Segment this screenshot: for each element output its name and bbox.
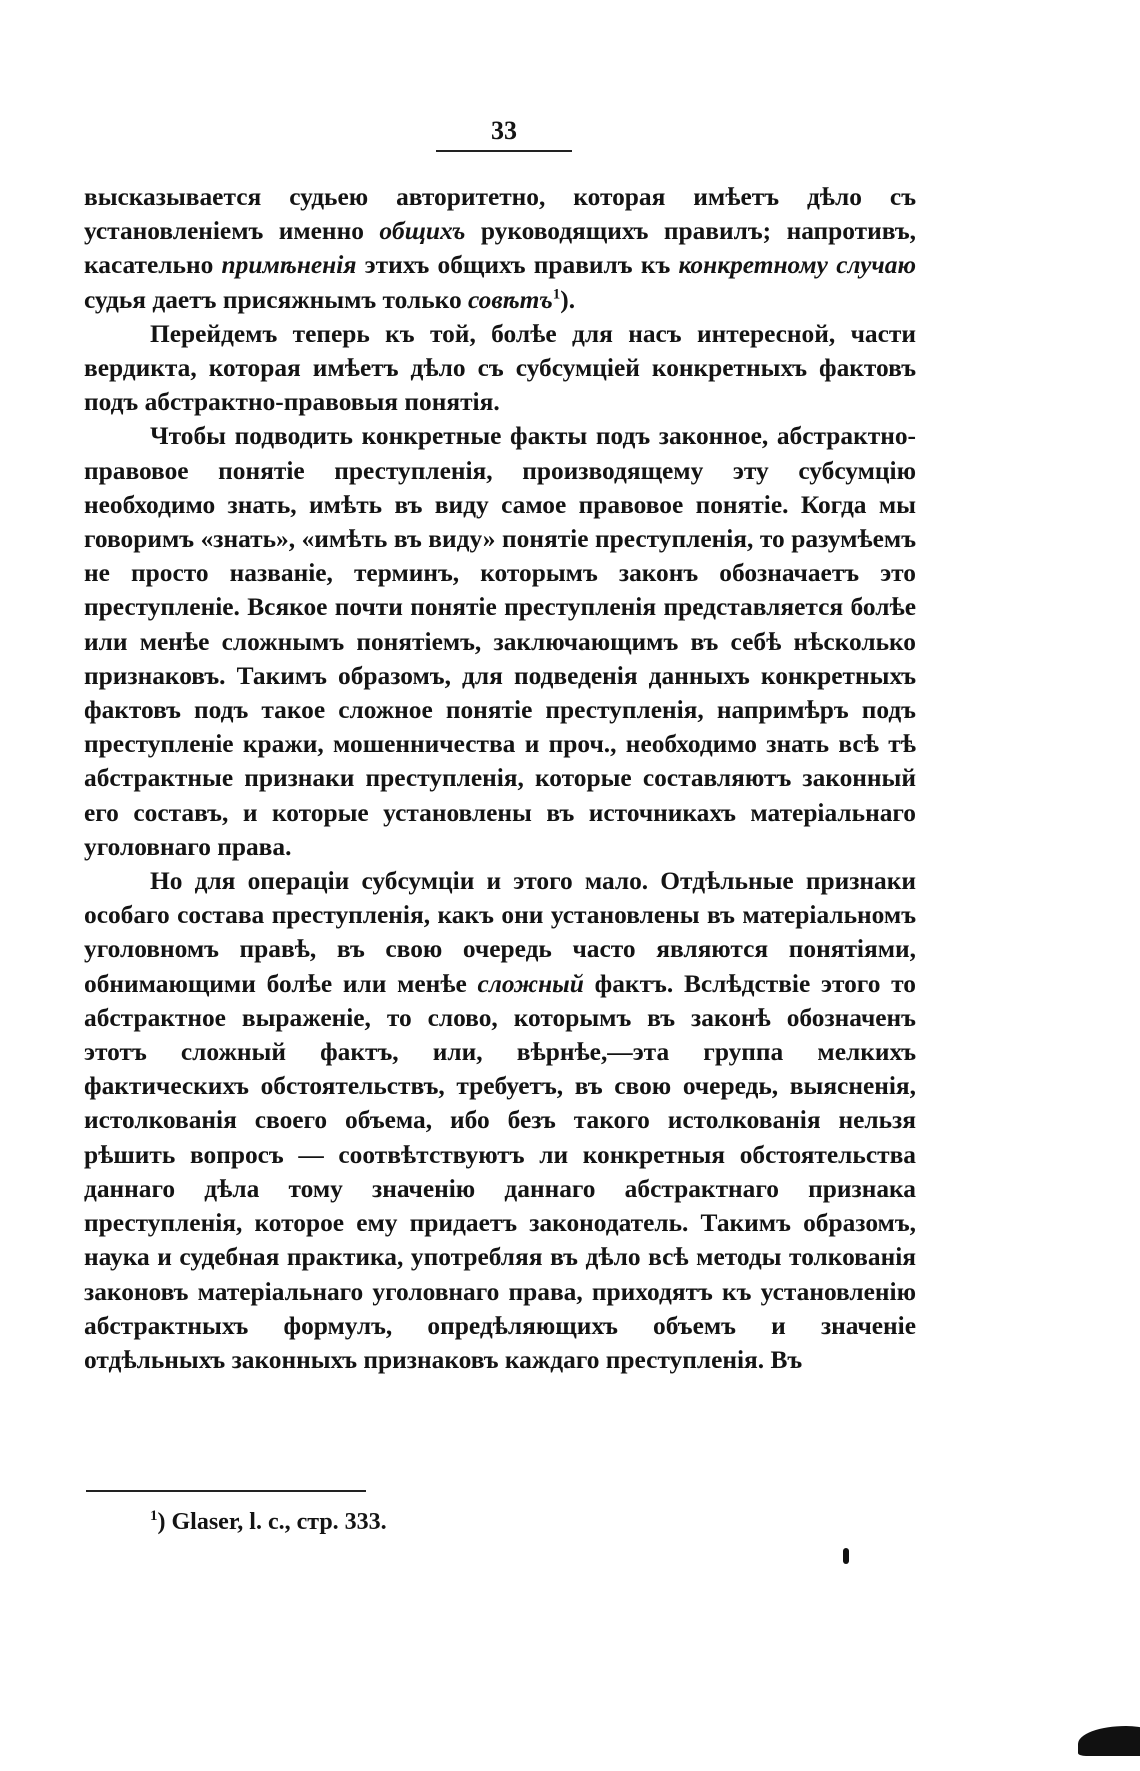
footnote	[150, 1508, 387, 1536]
emphasized-text: примѣненія	[221, 251, 357, 280]
footnote-text: ) Glaser, l. c., стр. 333.	[157, 1509, 387, 1535]
text-run: высказывается судьею авторитетно, которая имѣетъ дѣло съ установленіемъ именно	[84, 183, 916, 246]
body-text	[84, 180, 916, 1377]
footnote-rule	[86, 1490, 366, 1492]
emphasized-text: сложный	[477, 969, 584, 998]
header-rule	[436, 150, 572, 152]
emphasized-text: конкретному случаю	[678, 251, 916, 280]
paragraph	[84, 419, 916, 864]
text-run: руководящихъ правилъ; напротивъ, касательно	[84, 217, 916, 280]
page-number: 33	[491, 116, 517, 145]
text-run: судья даетъ присяжнымъ только	[84, 285, 469, 314]
text-run: Перейдемъ теперь къ той, болѣе для насъ интересной, части вердикта, которая имѣетъ дѣло съ субсумціей конкретныхъ фактовъ подъ абстрактно-правовыя понятія.	[84, 319, 916, 417]
paragraph	[84, 864, 916, 1377]
scan-edge-blot	[1078, 1726, 1140, 1756]
footnote-ref: 1	[552, 286, 561, 303]
ink-mark	[843, 1548, 849, 1564]
emphasized-text: совѣтъ	[468, 285, 553, 314]
text-run: фактъ. Вслѣдствіе этого то абстрактное выраженіе, то слово, которымъ въ законѣ обозначенъ этотъ сложный фактъ, или, вѣрнѣе,—эта группа мелкихъ фактическихъ обстоятельствъ, требуетъ, въ свою очередь, выясненія, истолкованія своего объема, ибо безъ такого истолкованія нельзя рѣшить вопросъ — соотвѣтствуютъ ли конкретныя обстоятельства даннаго дѣла тому значенію даннаго абстрактнаго признака преступленія, которое ему придаетъ законодатель. Такимъ образомъ, наука и судебная практика, употребляя въ дѣло всѣ методы толкованія законовъ матеріальнаго уголовнаго права, приходятъ къ установленію абстрактныхъ формулъ, опредѣляющихъ объемъ и значеніе отдѣльныхъ законныхъ признаковъ каждаго преступленія. Въ	[84, 969, 916, 1374]
paragraph	[84, 180, 916, 317]
text-run: ).	[560, 285, 576, 314]
text-run: Чтобы подводить конкретные факты подъ законное, абстрактно-правовое понятіе преступленія, производящему эту субсумцію необходимо знать, имѣть въ виду самое правовое понятіе. Когда мы говоримъ «знать», «имѣть въ виду» понятіе преступленія, то разумѣемъ не просто названіе, терминъ, которымъ законъ обозначаетъ это преступленіе. Всякое почти понятіе преступленія представляется болѣе или менѣе сложнымъ понятіемъ, заключающимъ въ себѣ нѣсколько признаковъ. Такимъ образомъ, для подведенія данныхъ конкретныхъ фактовъ подъ такое сложное понятіе преступленія, напримѣръ подъ преступленіе кражи, мошенничества и проч., необходимо знать всѣ тѣ абстрактные признаки преступленія, которые составляютъ законный его составъ, и которые установлены въ источникахъ матеріальнаго уголовнаго права.	[84, 422, 916, 861]
text-run: Но для операціи субсумціи и этого мало. Отдѣльные признаки особаго состава преступленія, какъ они установлены въ матеріальномъ уголовномъ правѣ, въ свою очередь часто являются понятіями, обнимающими болѣе или менѣе	[84, 867, 916, 998]
text-run: этихъ общихъ правилъ къ	[356, 251, 679, 280]
emphasized-text: общихъ	[379, 217, 466, 246]
footnote-marker: 1	[150, 1508, 158, 1524]
paragraph	[84, 317, 916, 420]
